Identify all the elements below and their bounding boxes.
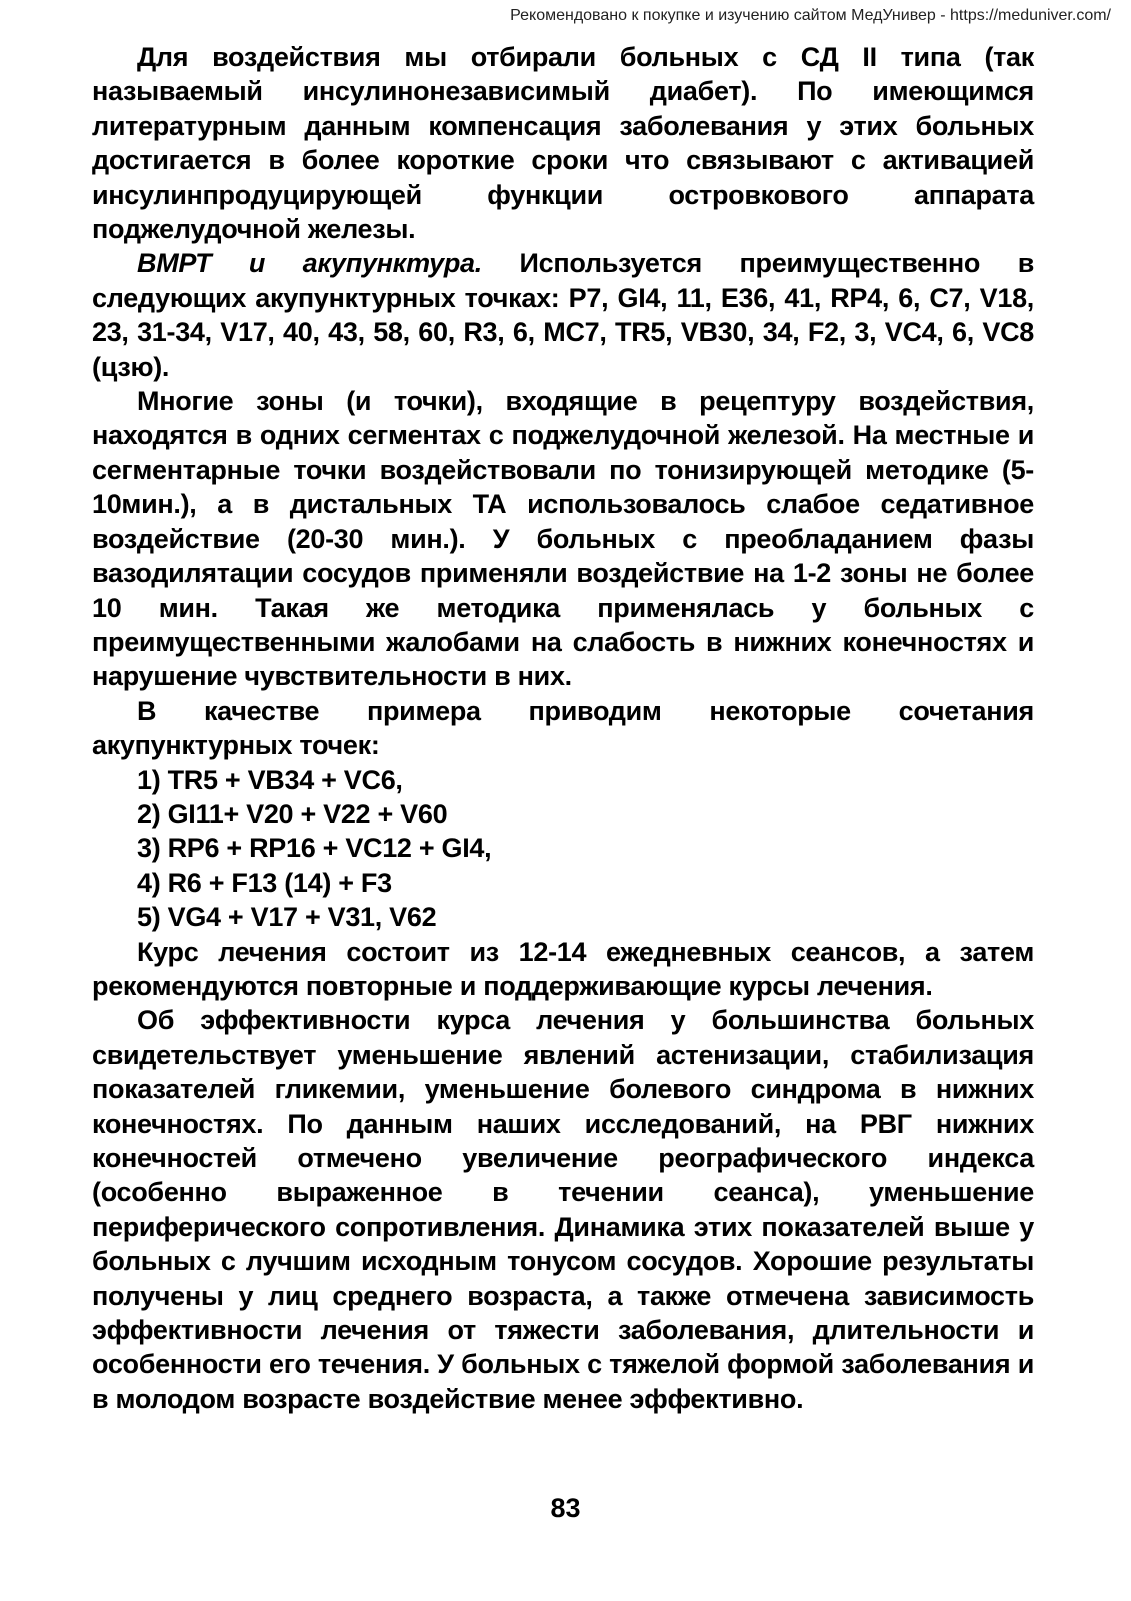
- list-item: 3) RP6 + RP16 + VC12 + GI4,: [137, 833, 492, 864]
- list-item: 1) TR5 + VB34 + VC6,: [137, 764, 403, 795]
- paragraph-course: Курс лечения состоит из 12-14 ежедневных сеансов, а затем рекомендуются повторные и поддерживающие курсы лечения.: [92, 936, 1034, 1001]
- paragraph-patient-selection: Для воздействия мы отбирали больных с СД II типа (так называемый инсулинонезависимый диабет). По имеющимся литературным данным компенсация заболевания у этих больных достигается в более короткие сроки что связывают с активацией инсулинпродуцирующей функции островкового аппарата поджелудочной железы.: [92, 42, 1034, 245]
- section-lead-italic: ВМРТ и акупунктура.: [137, 248, 482, 279]
- paragraph-method: Многие зоны (и точки), входящие в рецептуру воздействия, находятся в одних сегментах с поджелудочной железой. На местные и сегментарные точки воздействовали по тонизирующей методике (5-10мин.), а в дистальных ТА использовалось слабое седативное воздействие (20-30 мин.). У больных с преобладанием фазы вазодилятации сосудов применяли воздействие на 1-2 зоны не более 10 мин. Такая же методика применялась у больных с преимущественными жалобами на слабость в нижних конечностях и нарушение чувствительности в них.: [92, 386, 1034, 692]
- page-body-text: [92, 40, 1034, 1416]
- page-number: 83: [550, 1493, 581, 1523]
- paragraph-examples-intro: В качестве примера приводим некоторые сочетания акупунктурных точек:: [92, 695, 1034, 761]
- list-item: 2) GI11+ V20 + V22 + V60: [137, 798, 448, 829]
- site-recommendation-note: Рекомендовано к покупке и изучению сайтом МедУнивер - https://meduniver.com/: [510, 7, 1111, 24]
- list-item: 4) R6 + F13 (14) + F3: [137, 867, 392, 898]
- paragraph-acupuncture-points: [92, 246, 1034, 384]
- paragraph-effectiveness: Об эффективности курса лечения у большинства больных свидетельствует уменьшение явлений астенизации, стабилизация показателей гликемии, уменьшение болевого синдрома в нижних конечностях. По данным наших исследований, на РВГ нижних конечностей отмечено увеличение реографического индекса (особенно выраженное в течении сеанса), уменьшение периферического сопротивления. Динамика этих показателей выше у больных с лучшим исходным тонусом сосудов. Хорошие результаты получены у лиц среднего возраста, а также отмечена зависимость эффективности лечения от тяжести заболевания, длительности и особенности его течения. У больных с тяжелой формой заболевания и в молодом возрасте воздействие менее эффективно.: [92, 1005, 1034, 1414]
- list-item: 5) VG4 + V17 + V31, V62: [137, 902, 437, 933]
- paragraph-acupuncture-points-text: Используется преимущественно в следующих акупунктурных точках: Р7, GI4, 11, Е36, 41, RP4, 6, С7, V18, 23, 31-34, V17, 40, 43, 58, 60, R3, 6, МС7, TR5, VB30, 34, F2, 3, VC4, 6, VC8 (цзю).: [92, 248, 1034, 382]
